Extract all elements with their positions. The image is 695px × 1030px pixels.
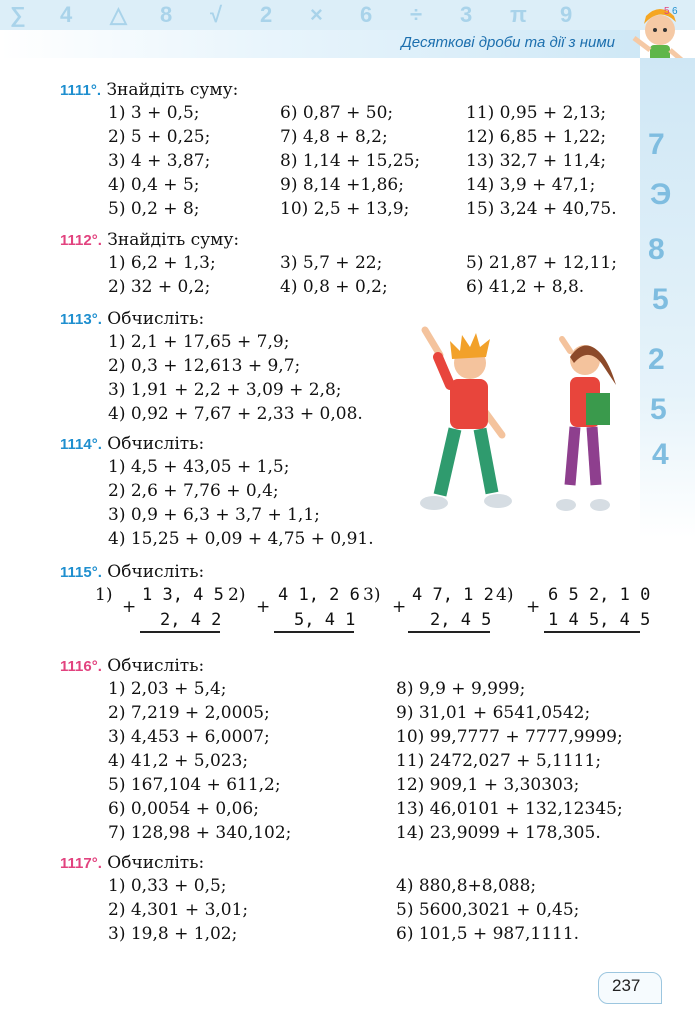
column-top-number: 6 5 2, 1 0 (548, 585, 651, 605)
exercise-item: 11) 2472,027 + 5,1111; (396, 751, 602, 771)
column-label: 4) (496, 585, 514, 605)
running-header-title: Десяткові дроби та дії з ними (401, 34, 615, 51)
exercise-item: 4) 0,8 + 0,2; (280, 277, 388, 297)
exercise-item: 11) 0,95 + 2,13; (466, 103, 607, 123)
exercise-item: 12) 909,1 + 3,30303; (396, 775, 580, 795)
column-top-number: 4 7, 1 2 (412, 585, 494, 605)
column-top-number: 1 3, 4 5 (142, 585, 224, 605)
exercise-item: 1) 4,5 + 43,05 + 1,5; (108, 457, 290, 477)
exercise-item: 6) 41,2 + 8,8. (466, 277, 585, 297)
exercise-task: Обчисліть: (107, 434, 205, 454)
exercise-1117-heading (60, 853, 204, 873)
exercise-item: 3) 5,7 + 22; (280, 253, 383, 273)
plus-sign: + (122, 597, 137, 617)
exercise-item: 1) 2,03 + 5,4; (108, 679, 227, 699)
exercise-item: 14) 23,9099 + 178,305. (396, 823, 601, 843)
exercise-1114-heading (60, 434, 204, 454)
sum-line (274, 631, 354, 633)
column-bottom-number: 2, 4 5 (430, 610, 492, 630)
exercise-item: 4) 880,8+8,088; (396, 876, 537, 896)
exercise-number: 1111°. (60, 82, 102, 99)
exercise-item: 7) 4,8 + 8,2; (280, 127, 388, 147)
exercise-1112-heading (60, 230, 239, 250)
exercise-task: Обчисліть: (107, 562, 205, 582)
exercise-item: 9) 31,01 + 6541,0542; (396, 703, 591, 723)
exercise-number: 1112°. (60, 232, 102, 249)
exercise-item: 4) 15,25 + 0,09 + 4,75 + 0,91. (108, 529, 374, 549)
exercise-item: 3) 4 + 3,87; (108, 151, 211, 171)
exercise-number: 1113°. (60, 311, 102, 328)
page-number: 237 (612, 976, 641, 995)
svg-text:5: 5 (664, 6, 670, 17)
plus-sign: + (526, 597, 541, 617)
exercise-1113-heading (60, 309, 204, 329)
column-bottom-number: 2, 4 2 (160, 610, 222, 630)
exercise-item: 10) 99,7777 + 7777,9999; (396, 727, 623, 747)
exercise-item: 1) 6,2 + 1,3; (108, 253, 216, 273)
plus-sign: + (256, 597, 271, 617)
plus-sign: + (392, 597, 407, 617)
sum-line (140, 631, 220, 633)
exercise-item: 2) 2,6 + 7,76 + 0,4; (108, 481, 279, 501)
exercise-number: 1116°. (60, 658, 102, 675)
exercise-item: 2) 4,301 + 3,01; (108, 900, 249, 920)
exercise-item: 1) 0,33 + 0,5; (108, 876, 227, 896)
svg-text:6: 6 (672, 6, 678, 17)
exercise-item: 3) 0,9 + 6,3 + 3,7 + 1,1; (108, 505, 320, 525)
exercise-1115-heading (60, 562, 204, 582)
exercise-item: 2) 5 + 0,25; (108, 127, 211, 147)
exercise-item: 6) 0,87 + 50; (280, 103, 394, 123)
exercise-item: 3) 19,8 + 1,02; (108, 924, 238, 944)
column-bottom-number: 1 4 5, 4 5 (548, 610, 651, 630)
exercise-item: 5) 167,104 + 611,2; (108, 775, 281, 795)
exercise-item: 7) 128,98 + 340,102; (108, 823, 292, 843)
sum-line (408, 631, 490, 633)
exercise-item: 5) 5600,3021 + 0,45; (396, 900, 580, 920)
exercise-item: 13) 46,0101 + 132,12345; (396, 799, 623, 819)
exercise-item: 2) 32 + 0,2; (108, 277, 211, 297)
exercise-1111-heading (60, 80, 238, 100)
exercise-1116-heading (60, 656, 204, 676)
exercise-item: 10) 2,5 + 13,9; (280, 199, 410, 219)
sum-line (544, 631, 640, 633)
exercise-item: 8) 1,14 + 15,25; (280, 151, 421, 171)
exercise-task: Обчисліть: (107, 853, 205, 873)
column-top-number: 4 1, 2 6 (278, 585, 360, 605)
exercise-item: 1) 2,1 + 17,65 + 7,9; (108, 332, 290, 352)
top-decorative-band: ∑ 4 △ 8 √ 2 × 6 ÷ 3 π 9 (0, 0, 695, 30)
exercise-task: Знайдіть суму: (106, 80, 239, 100)
exercise-item: 5) 21,87 + 12,11; (466, 253, 617, 273)
exercise-number: 1117°. (60, 855, 102, 872)
exercise-item: 12) 6,85 + 1,22; (466, 127, 607, 147)
exercise-item: 4) 41,2 + 5,023; (108, 751, 249, 771)
exercise-item: 2) 0,3 + 12,613 + 9,7; (108, 356, 301, 376)
exercise-number: 1115°. (60, 564, 102, 581)
exercise-item: 4) 0,92 + 7,67 + 2,33 + 0,08. (108, 404, 363, 424)
exercise-item: 3) 1,91 + 2,2 + 3,09 + 2,8; (108, 380, 342, 400)
exercise-number: 1114°. (60, 436, 102, 453)
exercise-item: 4) 0,4 + 5; (108, 175, 200, 195)
exercise-task: Обчисліть: (107, 656, 205, 676)
children-illustration (410, 325, 635, 525)
exercise-task: Знайдіть суму: (107, 230, 240, 250)
exercise-task: Обчисліть: (107, 309, 205, 329)
exercise-item: 15) 3,24 + 40,75. (466, 199, 617, 219)
exercise-item: 6) 0,0054 + 0,06; (108, 799, 259, 819)
column-label: 3) (363, 585, 381, 605)
column-label: 2) (228, 585, 246, 605)
exercise-item: 9) 8,14 +1,86; (280, 175, 404, 195)
exercise-item: 3) 4,453 + 6,0007; (108, 727, 270, 747)
exercise-item: 14) 3,9 + 47,1; (466, 175, 596, 195)
exercise-item: 13) 32,7 + 11,4; (466, 151, 607, 171)
exercise-item: 2) 7,219 + 2,0005; (108, 703, 270, 723)
right-decorative-strip: 7 Э 8 5 2 5 4 (640, 58, 695, 538)
exercise-item: 8) 9,9 + 9,999; (396, 679, 526, 699)
column-bottom-number: 5, 4 1 (294, 610, 356, 630)
column-label: 1) (95, 585, 113, 605)
exercise-item: 1) 3 + 0,5; (108, 103, 200, 123)
exercise-item: 5) 0,2 + 8; (108, 199, 200, 219)
exercise-item: 6) 101,5 + 987,1111. (396, 924, 580, 944)
